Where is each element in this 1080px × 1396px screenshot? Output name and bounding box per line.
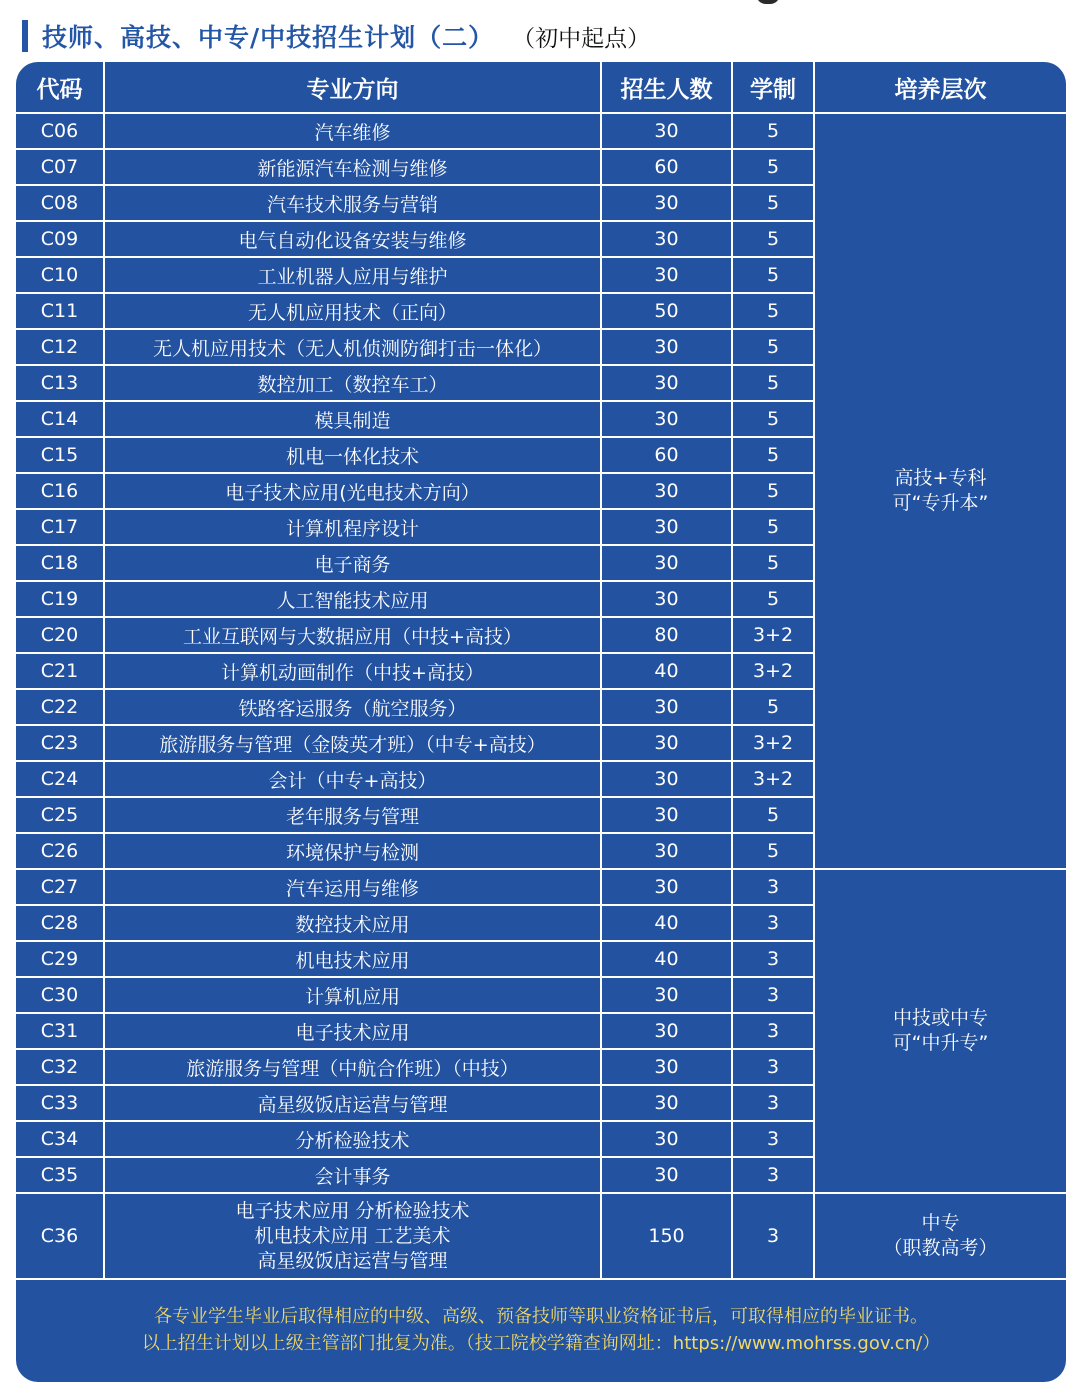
cell-years: 5 [732, 365, 814, 401]
table-row [16, 113, 1066, 149]
cell-code: C18 [16, 545, 104, 581]
cell-major: 分析检验技术 [104, 1121, 601, 1157]
table-row [16, 1193, 1066, 1279]
cell-years: 3 [732, 1193, 814, 1279]
cell-code: C35 [16, 1157, 104, 1193]
cell-years: 5 [732, 509, 814, 545]
cell-code: C25 [16, 797, 104, 833]
cell-years: 3 [732, 1049, 814, 1085]
cell-count: 30 [601, 1049, 732, 1085]
cell-years: 3 [732, 1157, 814, 1193]
cell-code: C15 [16, 437, 104, 473]
cell-count: 30 [601, 1013, 732, 1049]
cell-major: 电气自动化设备安装与维修 [104, 221, 601, 257]
cell-years: 3 [732, 1013, 814, 1049]
footer-line-1: 各专业学生毕业后取得相应的中级、高级、预备技师等职业资格证书后，可取得相应的毕业证书。 [154, 1306, 928, 1327]
cell-major: 会计事务 [104, 1157, 601, 1193]
cell-major-line: 高星级饭店运营与管理 [257, 1249, 448, 1272]
cell-count: 30 [601, 113, 732, 149]
cell-major: 机电技术应用 [104, 941, 601, 977]
header-major: 专业方向 [104, 62, 601, 113]
cell-count: 80 [601, 617, 732, 653]
table-body [16, 113, 1066, 1279]
cell-major-line: 电子技术应用 分析检验技术 [235, 1199, 470, 1222]
cell-years: 5 [732, 581, 814, 617]
cell-code: C36 [16, 1193, 104, 1279]
header-count: 招生人数 [601, 62, 732, 113]
cell-code: C22 [16, 689, 104, 725]
cell-major: 高星级饭店运营与管理 [104, 1085, 601, 1121]
cell-code: C20 [16, 617, 104, 653]
cell-major: 人工智能技术应用 [104, 581, 601, 617]
cell-major: 无人机应用技术（正向） [104, 293, 601, 329]
cell-tier-line: 可“中升专” [892, 1032, 989, 1054]
cell-major: 计算机程序设计 [104, 509, 601, 545]
cell-count: 30 [601, 401, 732, 437]
cell-count: 150 [601, 1193, 732, 1279]
cell-major: 模具制造 [104, 401, 601, 437]
table-row [16, 869, 1066, 905]
cell-major: 电子商务 [104, 545, 601, 581]
cell-count: 30 [601, 689, 732, 725]
page-title: 技师、高技、中专/中技招生计划（二） [42, 23, 495, 52]
page-subtitle: （初中起点） [512, 25, 651, 52]
cell-major: 机电一体化技术 [104, 437, 601, 473]
cell-code: C29 [16, 941, 104, 977]
cell-major: 旅游服务与管理（中航合作班）（中技） [104, 1049, 601, 1085]
cell-major: 环境保护与检测 [104, 833, 601, 869]
cell-count: 30 [601, 473, 732, 509]
cell-count: 30 [601, 797, 732, 833]
cell-years: 5 [732, 293, 814, 329]
cell-major: 铁路客运服务（航空服务） [104, 689, 601, 725]
cell-years: 5 [732, 257, 814, 293]
cell-code: C28 [16, 905, 104, 941]
cell-major: 无人机应用技术（无人机侦测防御打击一体化） [104, 329, 601, 365]
cell-code: C09 [16, 221, 104, 257]
cell-code: C13 [16, 365, 104, 401]
cell-count: 30 [601, 257, 732, 293]
cell-code: C31 [16, 1013, 104, 1049]
cell-years: 5 [732, 545, 814, 581]
cell-code: C34 [16, 1121, 104, 1157]
cell-count: 30 [601, 977, 732, 1013]
cell-years: 3 [732, 1085, 814, 1121]
cell-tier [814, 1193, 1066, 1279]
cell-count: 30 [601, 545, 732, 581]
cell-years: 5 [732, 437, 814, 473]
cell-years: 3+2 [732, 725, 814, 761]
cell-years: 5 [732, 149, 814, 185]
cell-major: 汽车技术服务与营销 [104, 185, 601, 221]
cell-years: 3+2 [732, 653, 814, 689]
cell-years: 5 [732, 797, 814, 833]
cell-count: 30 [601, 329, 732, 365]
cell-tier-line: 中专 [921, 1212, 960, 1234]
cell-count: 60 [601, 437, 732, 473]
cell-code: C21 [16, 653, 104, 689]
cell-major: 旅游服务与管理（金陵英才班）（中专+高技） [104, 725, 601, 761]
cell-count: 40 [601, 653, 732, 689]
cell-tier-line: （职教高考） [883, 1237, 998, 1259]
cell-tier-line: 中技或中专 [892, 1007, 988, 1029]
cell-code: C10 [16, 257, 104, 293]
cell-major: 会计（中专+高技） [104, 761, 601, 797]
header-years: 学制 [732, 62, 814, 113]
cell-major: 工业机器人应用与维护 [104, 257, 601, 293]
cell-major [104, 1193, 601, 1279]
cell-count: 30 [601, 185, 732, 221]
cell-code: C24 [16, 761, 104, 797]
cell-count: 30 [601, 1085, 732, 1121]
cell-count: 30 [601, 1157, 732, 1193]
cell-code: C08 [16, 185, 104, 221]
cell-years: 5 [732, 689, 814, 725]
cell-code: C06 [16, 113, 104, 149]
section-heading [22, 16, 650, 56]
cell-tier [814, 113, 1066, 869]
cell-count: 30 [601, 365, 732, 401]
cell-code: C27 [16, 869, 104, 905]
cell-major: 电子技术应用 [104, 1013, 601, 1049]
table-header-row [16, 62, 1066, 113]
footer-line-2: 以上招生计划以上级主管部门批复为准。（技工院校学籍查询网址：https://www.mohrss.gov.cn/） [141, 1333, 941, 1354]
cell-major: 数控加工（数控车工） [104, 365, 601, 401]
cell-years: 3 [732, 977, 814, 1013]
cell-years: 5 [732, 329, 814, 365]
decorative-mark [756, 0, 780, 4]
cell-code: C19 [16, 581, 104, 617]
cell-years: 3 [732, 1121, 814, 1157]
cell-count: 50 [601, 293, 732, 329]
cell-tier [814, 869, 1066, 1193]
cell-code: C07 [16, 149, 104, 185]
cell-major-line: 机电技术应用 工艺美术 [254, 1224, 451, 1247]
cell-years: 5 [732, 473, 814, 509]
cell-major: 新能源汽车检测与维修 [104, 149, 601, 185]
cell-major: 数控技术应用 [104, 905, 601, 941]
footer-notes [16, 1278, 1066, 1382]
cell-count: 40 [601, 905, 732, 941]
cell-major: 汽车维修 [104, 113, 601, 149]
cell-major: 汽车运用与维修 [104, 869, 601, 905]
cell-major: 计算机动画制作（中技+高技） [104, 653, 601, 689]
header-tier: 培养层次 [814, 62, 1066, 113]
cell-count: 30 [601, 833, 732, 869]
cell-years: 3+2 [732, 617, 814, 653]
cell-code: C12 [16, 329, 104, 365]
cell-code: C11 [16, 293, 104, 329]
cell-count: 60 [601, 149, 732, 185]
cell-code: C14 [16, 401, 104, 437]
cell-years: 5 [732, 113, 814, 149]
cell-count: 40 [601, 941, 732, 977]
enrollment-panel [16, 62, 1066, 1382]
cell-major: 工业互联网与大数据应用（中技+高技） [104, 617, 601, 653]
cell-years: 3 [732, 869, 814, 905]
cell-count: 30 [601, 869, 732, 905]
cell-code: C16 [16, 473, 104, 509]
cell-years: 3 [732, 941, 814, 977]
cell-major: 电子技术应用(光电技术方向） [104, 473, 601, 509]
heading-accent-bar [22, 20, 28, 52]
cell-count: 30 [601, 509, 732, 545]
cell-code: C26 [16, 833, 104, 869]
cell-years: 5 [732, 185, 814, 221]
cell-tier-line: 可“专升本” [892, 492, 989, 514]
cell-years: 3 [732, 905, 814, 941]
cell-code: C33 [16, 1085, 104, 1121]
header-code: 代码 [16, 62, 104, 113]
cell-years: 5 [732, 221, 814, 257]
cell-years: 5 [732, 401, 814, 437]
cell-code: C30 [16, 977, 104, 1013]
enrollment-table [16, 62, 1066, 1280]
cell-count: 30 [601, 221, 732, 257]
cell-count: 30 [601, 581, 732, 617]
cell-count: 30 [601, 725, 732, 761]
cell-years: 3+2 [732, 761, 814, 797]
cell-count: 30 [601, 1121, 732, 1157]
cell-major: 计算机应用 [104, 977, 601, 1013]
cell-code: C23 [16, 725, 104, 761]
cell-years: 5 [732, 833, 814, 869]
cell-code: C17 [16, 509, 104, 545]
cell-code: C32 [16, 1049, 104, 1085]
cell-count: 30 [601, 761, 732, 797]
cell-tier-line: 高技+专科 [894, 467, 987, 489]
cell-major: 老年服务与管理 [104, 797, 601, 833]
